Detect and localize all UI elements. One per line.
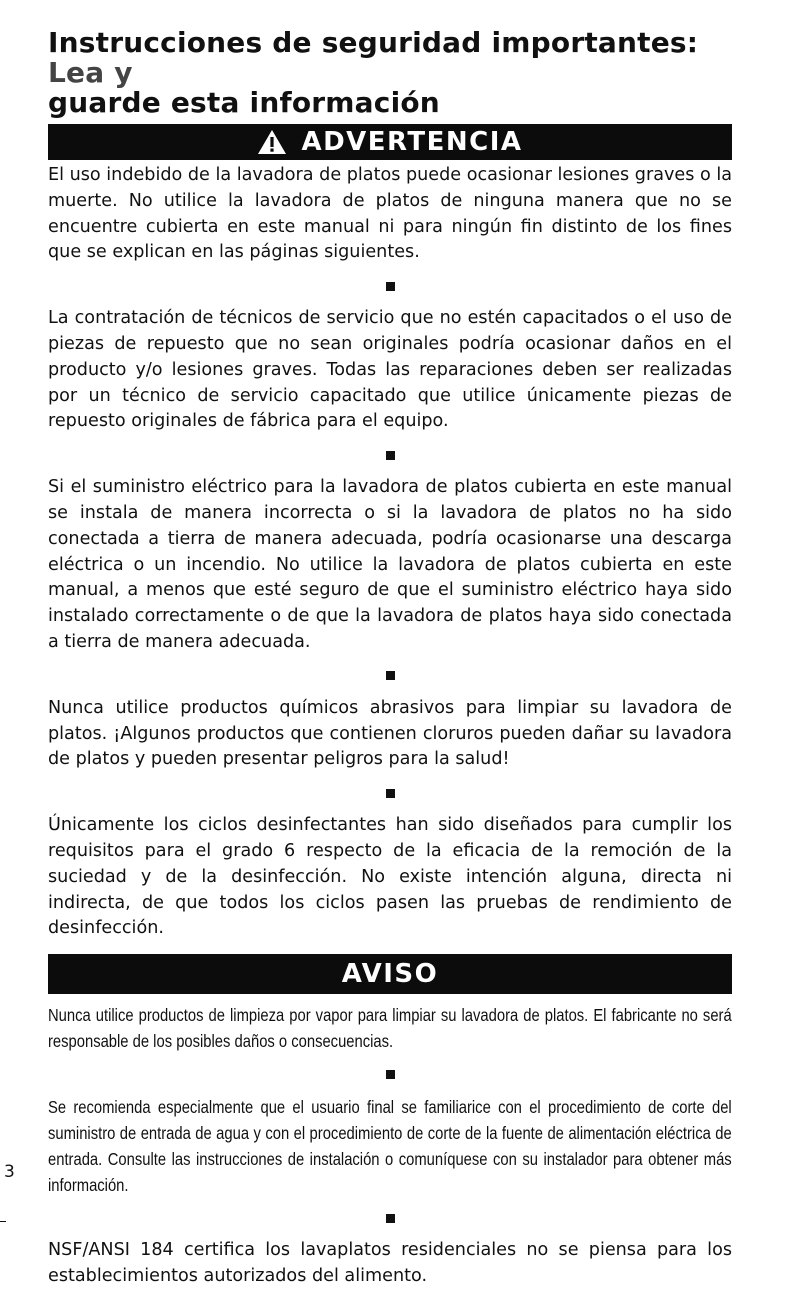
warning-paragraph: Nunca utilice productos químicos abrasivos para limpiar su lavadora de platos. ¡Algunos productos que contienen cloruros pueden dañar su lavadora de platos y pueden presentar peligros para la salud! bbox=[48, 697, 732, 770]
notice-banner-label: AVISO bbox=[341, 959, 439, 990]
warning-banner-label: ADVERTENCIA bbox=[301, 127, 523, 157]
separator-bullet bbox=[48, 773, 732, 813]
warning-banner bbox=[48, 124, 732, 160]
separator-bullet bbox=[48, 266, 732, 306]
warning-paragraph: La contratación de técnicos de servicio que no estén capacitados o el uso de piezas de repuesto que no sean originales podría ocasionar daños en el producto y/o lesiones graves. Todas las reparaciones deben ser realizadas por un técnico de servicio capacitado que utilice únicamente piezas de repuesto originales de fábrica para el equipo. bbox=[48, 308, 732, 432]
notice-banner bbox=[48, 954, 732, 994]
notice-paragraph: Nunca utilice productos de limpieza por vapor para limpiar su lavadora de platos. El fabricante no será responsable de los posibles daños o consecuencias. bbox=[48, 1005, 732, 1052]
title-line2: guarde esta información bbox=[48, 86, 440, 119]
notice-paragraph: Se recomienda especialmente que el usuario final se familiarice con el procedimiento de corte del suministro de entrada de agua y con el procedimiento de corte de la fuente de alimentación eléctrica de entrada. Consulte las instrucciones de instalación o comuníquese con su instalador para obtener más información. bbox=[48, 1097, 732, 1196]
certification-paragraph: NSF/ANSI 184 certifica los lavaplatos residenciales no se piensa para los establecimientos autorizados del alimento. bbox=[48, 1240, 732, 1286]
warning-paragraph: Si el suministro eléctrico para la lavadora de platos cubierta en este manual se instala de manera incorrecta o si la lavadora de platos no ha sido conectada a tierra de manera adecuada, podría ocasionarse una descarga eléctrica o un incendio. No utilice la lavadora de platos cubierta en este manual, a menos que esté seguro de que el suministro eléctrico haya sido instalado correctamente o de que la lavadora de platos haya sido conectada a tierra de manera adecuada. bbox=[48, 477, 732, 652]
separator-bullet bbox=[48, 435, 732, 475]
warning-triangle-icon bbox=[257, 129, 287, 155]
separator-bullet bbox=[48, 1198, 732, 1238]
separator-bullet bbox=[48, 656, 732, 696]
warning-paragraph: El uso indebido de la lavadora de platos puede ocasionar lesiones graves o la muerte. No utilice la lavadora de platos de ninguna manera que no se encuentre cubierta en este manual ni para ningún fin distinto de los fines que se explican en las páginas siguientes. bbox=[48, 165, 732, 263]
title-main: Instrucciones de seguridad importantes: bbox=[48, 26, 699, 59]
page-number: 3 bbox=[4, 1162, 15, 1182]
separator-bullet bbox=[48, 1054, 732, 1094]
page-content bbox=[48, 28, 732, 1290]
warning-paragraph: Únicamente los ciclos desinfectantes han sido diseñados para cumplir los requisitos para el grado 6 respecto de la eficacia de la remoción de la suciedad y de la desinfección. No existe intención alguna, directa ni indirecta, de que todos los ciclos pasen las pruebas de rendimiento de desinfección. bbox=[48, 815, 732, 939]
bottom-divider bbox=[0, 1221, 6, 1222]
page-title bbox=[48, 28, 732, 118]
title-accent: Lea y bbox=[48, 56, 133, 89]
